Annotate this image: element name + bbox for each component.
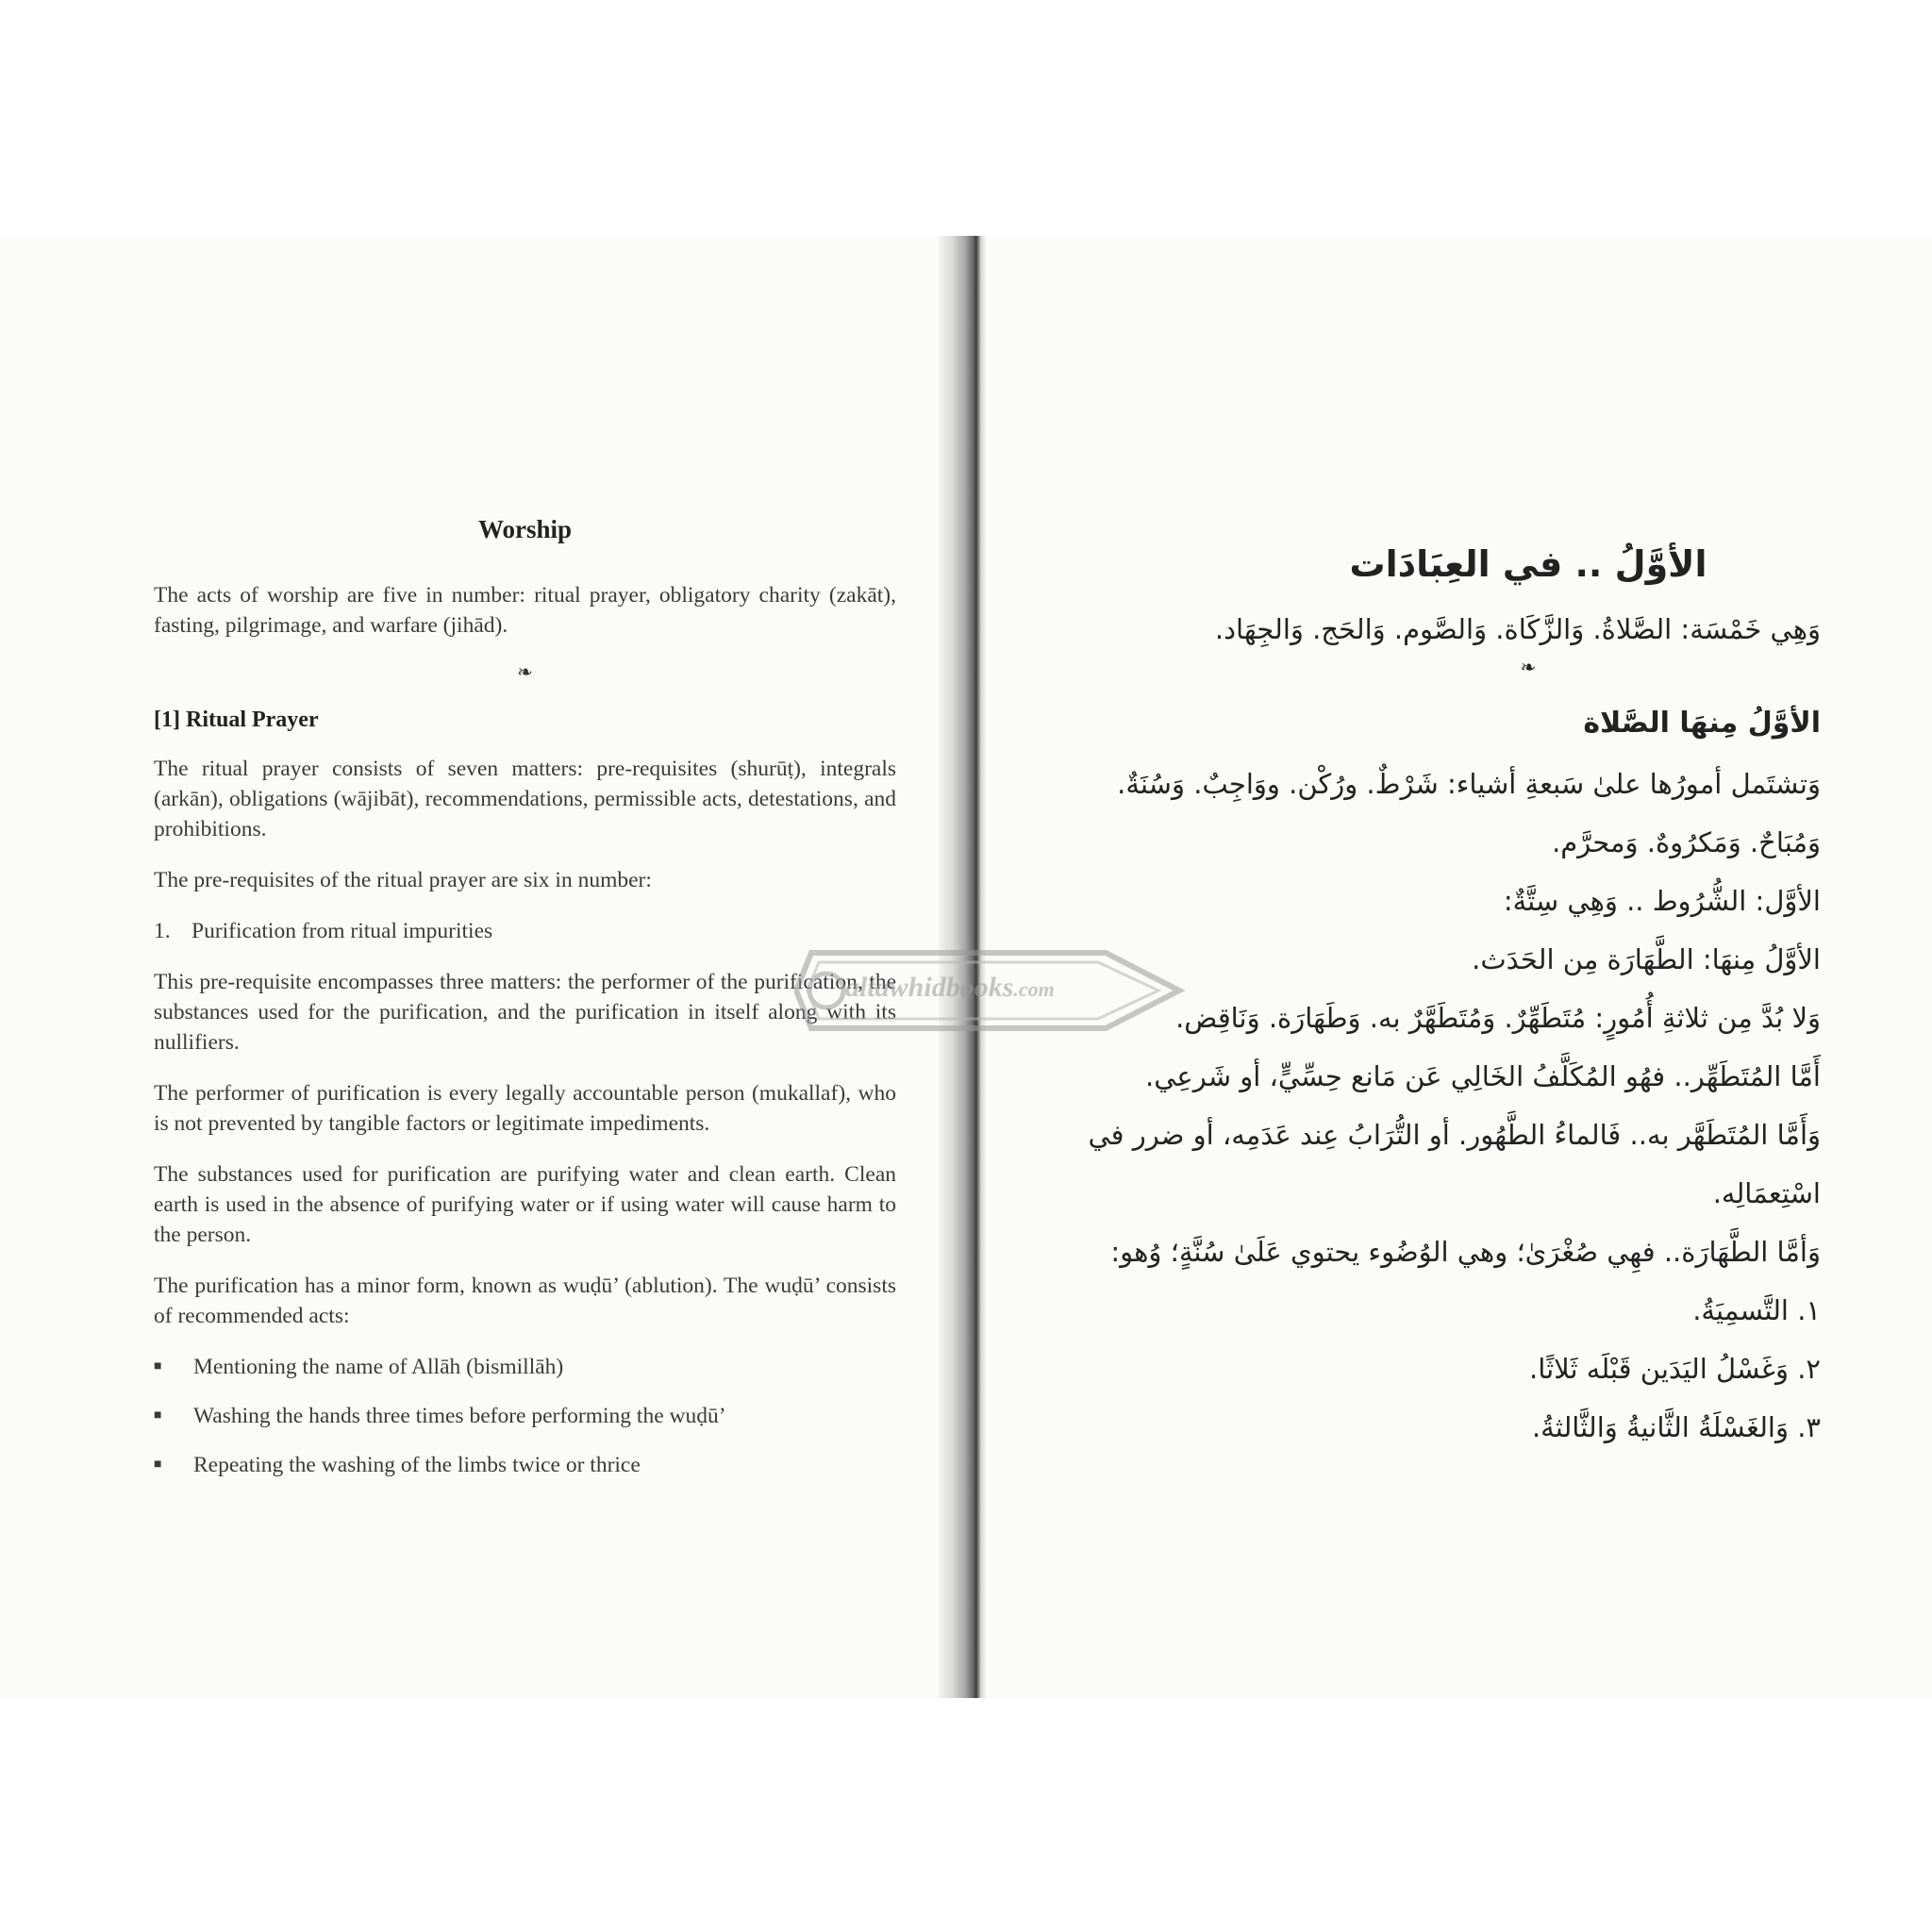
bullet-icon: ■ (154, 1408, 162, 1423)
arabic-list-item: ٢. وَغَسْلُ اليَدَين قَبْلَه ثَلاثًا. (1529, 1353, 1821, 1385)
arabic-line: الأوَّل: الشُّرُوط .. وَهِي سِتَّةٌ: (1503, 885, 1821, 917)
list-item (154, 1352, 896, 1382)
watermark-suffix: .com (1013, 977, 1055, 1001)
paragraph: The performer of purification is every legally accountable person (mukallaf), who is not prevented by tangible factors or legitimate impediments. (154, 1081, 896, 1136)
list-item (154, 1450, 896, 1480)
numbered-item (154, 916, 896, 946)
arabic-intro: وَهِي خَمْسَة: الصَّلاةُ. وَالزَّكَاة. وَالصَّوم. وَالحَج. وَالجِهَاد. (1214, 613, 1821, 645)
list-item (154, 1401, 896, 1431)
bullet-icon: ■ (154, 1457, 162, 1472)
watermark-text (845, 972, 1055, 1004)
item-number: 1. (154, 919, 171, 943)
arabic-line: أَمَّا المُتَطَهِّر.. فهُو المُكَلَّفُ الخَالِي عَن مَانع حِسِّيٍّ، أو شَرعِي. (1145, 1060, 1821, 1092)
watermark-brand: altawhidbooks (845, 972, 1014, 1003)
page-title: Worship (477, 515, 573, 543)
bullet-icon: ■ (154, 1359, 162, 1374)
arabic-line: وَتشتَمل أمورُها علىٰ سَبعةِ أشياء: شَرْطٌ. ورُكْن. ووَاجِبٌ. وَسُنَةٌ. (1117, 768, 1821, 800)
item-text: Purification from ritual impurities (192, 919, 493, 943)
paragraph: The substances used for purification are purifying water and clean earth. Clean earth is used in the absence of purifying water or if using water will cause harm to the person. (154, 1162, 896, 1247)
list-item-text: Mentioning the name of Allāh (bismillāh) (193, 1355, 564, 1379)
ornament-icon: ❧ (1520, 656, 1537, 678)
arabic-line: وَأَمَّا المُتَطَهَّر به.. فَالماءُ الطَّهُور. أو التُّرَابُ عِند عَدَمِه، أو ضرر في اسْتِعمَالِه. (1088, 1119, 1821, 1209)
arabic-line: الأوَّلُ مِنهَا: الطَّهَارَة مِن الحَدَث. (1472, 943, 1821, 975)
arabic-section-heading: الأوَّلُ مِنهَا الصَّلاة (1583, 707, 1821, 740)
list-item-text: Repeating the washing of the limbs twice or thrice (193, 1453, 641, 1477)
arabic-line: وَأمَّا الطَّهَارَة.. فهِي صُغْرَىٰ؛ وهي الوُضُوء يحتوي عَلَىٰ سُنَّةٍ؛ وُهو: (1110, 1236, 1821, 1268)
ornament-icon: ❧ (517, 662, 533, 683)
paragraph: This pre-requisite encompasses three matters: the performer of the purification, the substances used for the purification, and the purification in itself along with its nullifiers. (154, 970, 896, 1055)
arabic-line: وَمُبَاحٌ. وَمَكرُوهٌ. وَمحرَّم. (1552, 826, 1821, 858)
paragraph: The pre-requisites of the ritual prayer are six in number: (154, 868, 652, 892)
arabic-list-item: ١. التَّسمِيَةُ. (1692, 1294, 1821, 1326)
arabic-numbered-list (1075, 1281, 1821, 1457)
section-heading: [1] Ritual Prayer (154, 708, 319, 732)
arabic-list-item: ٣. وَالغَسْلَةُ الثَّانيةُ وَالثَّالثةُ. (1531, 1411, 1821, 1443)
paragraph: The purification has a minor form, known as wuḍū’ (ablution). The wuḍū’ consists of recommended acts: (154, 1274, 896, 1328)
arabic-line: وَلا بُدَّ مِن ثلاثةِ أُمُورٍ: مُتَطَهِّرٌ. وَمُتَطَهَّرٌ به. وَطَهَارَة. وَنَاقِض. (1175, 1002, 1821, 1034)
watermark (794, 945, 1191, 1036)
intro-paragraph: The acts of worship are five in number: ritual prayer, obligatory charity (zakāt), fasting, pilgrimage, and warfare (jihād). (154, 583, 896, 638)
bullet-list (154, 1352, 896, 1480)
english-text-block (154, 514, 896, 1499)
arabic-page-title: الأوَّلُ .. في العِبَادَات (1349, 543, 1707, 585)
paragraph: The ritual prayer consists of seven matters: pre-requisites (shurūṭ), integrals (arkān), obligations (wājibāt), recommendations, permissible acts, detestations, and prohibitions. (154, 757, 896, 841)
list-item-text: Washing the hands three times before performing the wuḍū’ (193, 1404, 726, 1428)
